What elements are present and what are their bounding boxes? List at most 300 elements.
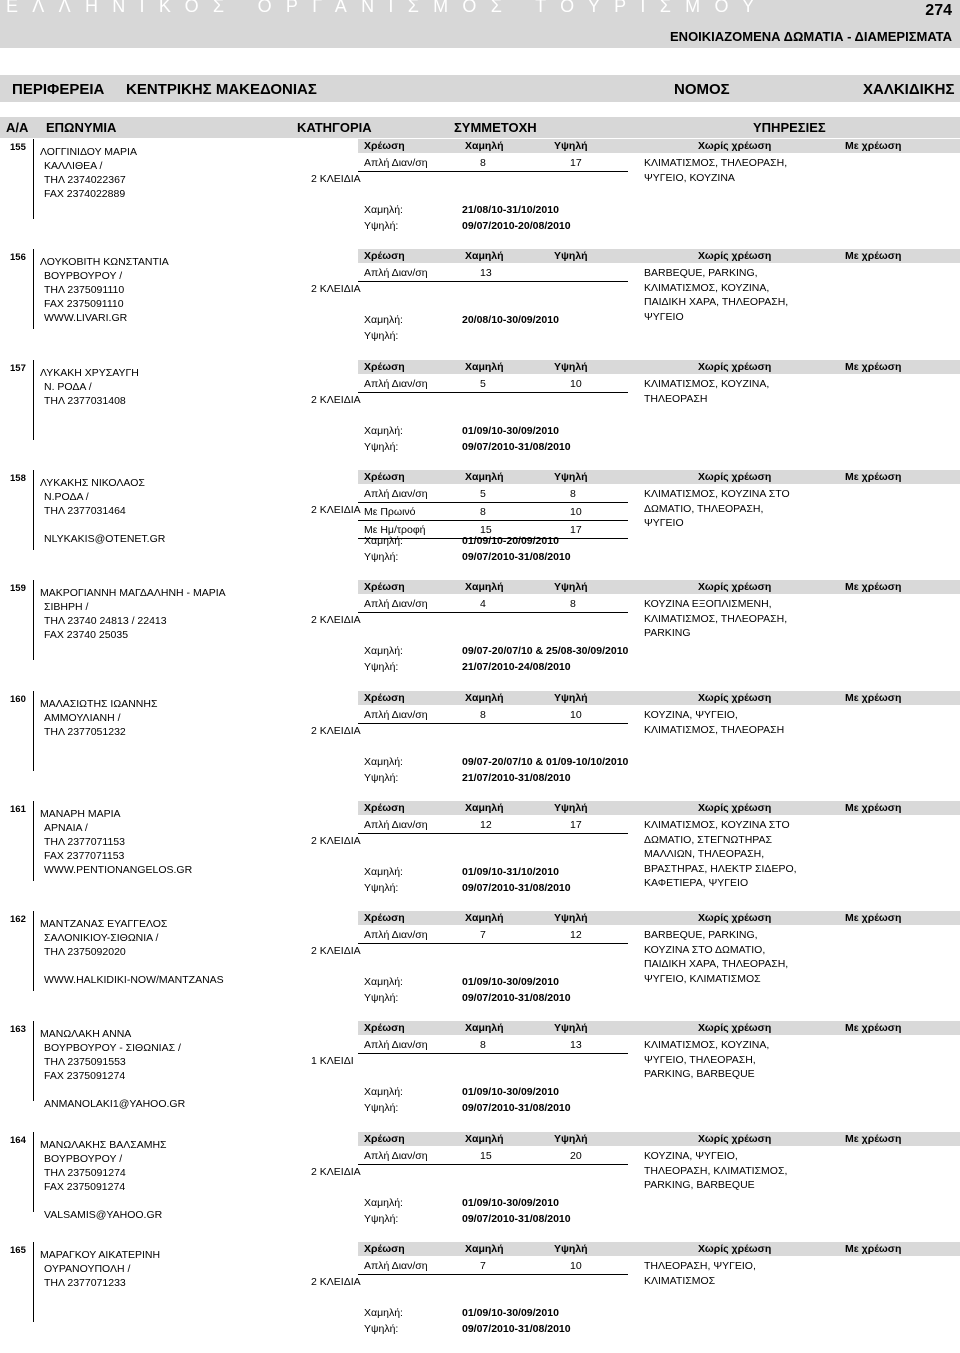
high-period-value: 09/07/2010-20/08/2010 [462,220,571,232]
services-list [644,928,788,986]
entry-category: 2 ΚΛΕΙΔΙΑ [311,283,361,295]
rate-type: Απλή Διαν/ση [364,378,428,390]
rate-underline [358,1053,628,1054]
entry-number: 157 [10,363,26,374]
rate-low: 5 [480,378,486,390]
column-participation: ΣΥΜΜΕΤΟΧΗ [454,120,537,135]
service-line: ΚΛΙΜΑΤΙΣΜΟΣ [644,1274,716,1287]
entry-line: ΤΗΛ 2377031464 [44,505,126,517]
rate-low: 7 [480,929,486,941]
service-line: ΨΥΓΕΙΟ [644,517,684,529]
region-bar [0,75,960,102]
entry-line: FAX 2374022889 [44,188,126,200]
entry-line: ΑΜΜΟΥΛΙΑΝΗ / [44,712,121,724]
low-period-label: Χαμηλή: [364,535,403,547]
charge-header: Χρέωση [364,802,405,814]
low-period-label: Χαμηλή: [364,1086,403,1098]
services-list [644,156,787,185]
entry-line: ΣΙΒΗΡΗ / [44,601,89,613]
entry-line: ΜΑΝΑΡΗ ΜΑΡΙΑ [40,808,121,820]
service-line: ΤΗΛΕΟΡΑΣΗ, ΚΛΙΜΑΤΙΣΜΟΣ, [644,1164,788,1177]
entry-number: 160 [10,694,26,705]
entry-line: ΜΑΚΡΟΓΙΑΝΝΗ ΜΑΓΔΑΛΗΝΗ - ΜΑΡΙΑ [40,587,226,599]
entry-line: ΜΑΝΩΛΑΚΗ ΑΝΝΑ [40,1028,132,1040]
services-list [644,1259,756,1288]
low-header: Χαμηλή [465,1133,504,1145]
participation-block [358,691,960,791]
entry-number: 155 [10,142,26,153]
participation-header [358,911,960,925]
entry-number: 162 [10,914,26,925]
entry-line: ΤΗΛ 2375092020 [44,946,126,958]
rate-low: 5 [480,488,486,500]
entry-number: 158 [10,473,26,484]
entry-divider [33,1132,34,1212]
entry-160 [0,691,960,791]
entry-number: 156 [10,252,26,263]
service-line: PARKING, BARBEQUE [644,1179,755,1191]
entry-divider [33,360,34,440]
high-period-label: Υψηλή: [364,1213,399,1225]
entry-line: WWW.LIVARI.GR [44,312,128,324]
column-services: ΥΠΗΡΕΣΙΕΣ [753,120,826,135]
entry-number: 163 [10,1024,26,1035]
no-charge-header: Χωρίς χρέωση [698,692,772,704]
service-line: ΚΛΙΜΑΤΙΣΜΟΣ, ΚΟΥΖΙΝΑ ΣΤΟ [644,819,790,831]
participation-block [358,911,960,1011]
entry-157 [0,360,960,460]
service-line: ΚΛΙΜΑΤΙΣΜΟΣ, ΚΟΥΖΙΝΑ, [644,1039,770,1051]
column-category: ΚΑΤΗΓΟΡΙΑ [297,120,372,135]
entry-number: 165 [10,1245,26,1256]
service-line: BARBEQUE, PARKING, [644,929,758,941]
high-period-label: Υψηλή: [364,330,399,342]
with-charge-header: Με χρέωση [845,140,902,152]
service-line: ΚΟΥΖΙΝΑ ΣΤΟ ΔΩΜΑΤΙΟ, [644,943,766,956]
entry-line: ΤΗΛ 2377051232 [44,726,126,738]
entry-category: 2 ΚΛΕΙΔΙΑ [311,1276,361,1288]
low-period-value: 09/07-20/07/10 & 01/09-10/10/2010 [462,756,629,768]
rate-type: Με Πρωινό [364,506,416,518]
services-list [644,818,797,891]
participation-header [358,139,960,153]
service-line: BARBEQUE, PARKING, [644,267,758,279]
column-aa: Α/Α [6,120,29,135]
rate-underline [358,281,628,282]
service-line: ΚΑΦΕΤΙΕΡΑ, ΨΥΓΕΙΟ [644,877,749,889]
participation-block [358,139,960,239]
entry-159 [0,580,960,680]
rate-high: 10 [570,1260,582,1272]
high-period-label: Υψηλή: [364,661,399,673]
rate-type: Απλή Διαν/ση [364,1039,428,1051]
rate-low: 8 [480,157,486,169]
entry-158 [0,470,960,570]
rate-high: 8 [570,488,576,500]
no-charge-header: Χωρίς χρέωση [698,471,772,483]
entry-line: ΛΥΚΑΚΗΣ ΝΙΚΟΛΑΟΣ [40,477,145,489]
low-header: Χαμηλή [465,802,504,814]
rate-high: 13 [570,1039,582,1051]
service-line: ΜΑΛΛΙΩΝ, ΤΗΛΕΟΡΑΣΗ, [644,848,765,860]
no-charge-header: Χωρίς χρέωση [698,802,772,814]
participation-block [358,580,960,680]
rate-type: Απλή Διαν/ση [364,929,428,941]
rate-type: Με Ημ/τροφή [364,524,426,536]
entry-line: ΜΑΝΩΛΑΚΗΣ ΒΑΛΣΑΜΗΣ [40,1139,167,1151]
low-period-value: 01/09/10-30/09/2010 [462,425,559,437]
charge-header: Χρέωση [364,1022,405,1034]
section-title: ΕΝΟΙΚΙΑΖΟΜΕΝΑ ΔΩΜΑΤΙΑ - ΔΙΑΜΕΡΙΣΜΑΤΑ [670,29,952,44]
high-header: Υψηλή [554,912,588,924]
service-line: ΤΗΛΕΟΡΑΣΗ, ΨΥΓΕΙΟ, [644,1260,756,1272]
entry-line: ΟΥΡΑΝΟΥΠΟΛΗ / [44,1263,131,1275]
low-period-value: 01/09/10-30/09/2010 [462,1307,559,1319]
no-charge-header: Χωρίς χρέωση [698,912,772,924]
entry-line: ΜΑΝΤΖΑΝΑΣ ΕΥΑΓΓΕΛΟΣ [40,918,168,930]
high-period-label: Υψηλή: [364,1102,399,1114]
service-line: ΤΗΛΕΟΡΑΣΗ [644,392,708,405]
entry-161 [0,801,960,901]
services-list [644,597,787,641]
entry-divider [33,139,34,219]
rate-high: 20 [570,1150,582,1162]
high-header: Υψηλή [554,692,588,704]
services-list [644,1149,787,1193]
entry-divider [33,911,34,991]
entry-line: Ν. ΡΟΔΑ / [44,381,92,393]
column-name: ΕΠΩΝΥΜΙΑ [46,120,117,135]
low-period-value: 01/09/10-30/09/2010 [462,1086,559,1098]
entry-divider [33,249,34,329]
high-period-label: Υψηλή: [364,1323,399,1335]
service-line: ΨΥΓΕΙΟ, ΤΗΛΕΟΡΑΣΗ, [644,1053,756,1066]
service-line: ΚΛΙΜΑΤΙΣΜΟΣ, ΚΟΥΖΙΝΑ, [644,281,770,294]
rate-underline [358,520,628,521]
rate-high: 10 [570,709,582,721]
page-header [0,0,960,48]
high-header: Υψηλή [554,140,588,152]
entry-category: 2 ΚΛΕΙΔΙΑ [311,173,361,185]
rate-type: Απλή Διαν/ση [364,488,428,500]
participation-block [358,801,960,901]
charge-header: Χρέωση [364,912,405,924]
participation-block [358,470,960,570]
rate-underline [358,833,628,834]
rate-type: Απλή Διαν/ση [364,157,428,169]
entry-164 [0,1132,960,1232]
nomos-label: ΝΟΜΟΣ [674,81,730,98]
rate-underline [358,723,628,724]
entry-line: ΚΑΛΛΙΘΕΑ / [44,160,103,172]
entry-number: 161 [10,804,26,815]
rate-underline [358,171,628,172]
rate-low: 8 [480,709,486,721]
with-charge-header: Με χρέωση [845,692,902,704]
high-period-label: Υψηλή: [364,551,399,563]
services-list [644,377,769,406]
entry-category: 2 ΚΛΕΙΔΙΑ [311,504,361,516]
high-header: Υψηλή [554,1022,588,1034]
entry-line: ΣΑΛΟΝΙΚΙΟΥ-ΣΙΘΩΝΙΑ / [44,932,159,944]
high-period-value: 21/07/2010-24/08/2010 [462,661,571,673]
service-line: ΚΟΥΖΙΝΑ, ΨΥΓΕΙΟ, [644,1150,738,1162]
no-charge-header: Χωρίς χρέωση [698,1133,772,1145]
participation-header [358,1132,960,1146]
entry-line: ΒΟΥΡΒΟΥΡΟΥ - ΣΙΘΩΝΙΑΣ / [44,1042,181,1054]
participation-header [358,580,960,594]
rate-type: Απλή Διαν/ση [364,598,428,610]
with-charge-header: Με χρέωση [845,912,902,924]
no-charge-header: Χωρίς χρέωση [698,140,772,152]
rate-high: 17 [570,819,582,831]
no-charge-header: Χωρίς χρέωση [698,581,772,593]
service-line: PARKING [644,627,691,639]
entry-line: Ν.ΡΟΔΑ / [44,491,89,503]
entry-162 [0,911,960,1011]
high-header: Υψηλή [554,802,588,814]
rate-high: 10 [570,378,582,390]
periferia-value: ΚΕΝΤΡΙΚΗΣ ΜΑΚΕΔΟΝΙΑΣ [126,81,317,98]
service-line: ΚΟΥΖΙΝΑ ΕΞΟΠΛΙΣΜΕΝΗ, [644,598,772,610]
participation-header [358,691,960,705]
low-period-label: Χαμηλή: [364,645,403,657]
rate-underline [358,392,628,393]
entry-line: FAX 2375091274 [44,1181,126,1193]
low-period-value: 21/08/10-31/10/2010 [462,204,559,216]
high-period-value: 09/07/2010-31/08/2010 [462,1213,571,1225]
service-line: ΚΛΙΜΑΤΙΣΜΟΣ, ΤΗΛΕΟΡΑΣΗ, [644,612,788,625]
charge-header: Χρέωση [364,361,405,373]
rate-high: 8 [570,598,576,610]
high-period-value: 09/07/2010-31/08/2010 [462,882,571,894]
with-charge-header: Με χρέωση [845,581,902,593]
entry-line: WWW.PENTIONANGELOS.GR [44,864,193,876]
rate-high: 17 [570,524,582,536]
entry-category: 2 ΚΛΕΙΔΙΑ [311,614,361,626]
page-number: 274 [925,2,952,19]
high-header: Υψηλή [554,1133,588,1145]
with-charge-header: Με χρέωση [845,471,902,483]
low-period-label: Χαμηλή: [364,1197,403,1209]
high-header: Υψηλή [554,581,588,593]
participation-block [358,249,960,349]
entry-line: ΜΑΡΑΓΚΟΥ ΑΙΚΑΤΕΡΙΝΗ [40,1249,161,1261]
rate-low: 13 [480,267,492,279]
entry-line: FAX 23740 25035 [44,629,129,641]
service-line: ΨΥΓΕΙΟ, ΚΛΙΜΑΤΙΣΜΟΣ [644,972,761,985]
participation-block [358,360,960,460]
low-period-label: Χαμηλή: [364,976,403,988]
low-period-value: 01/09/10-30/09/2010 [462,1197,559,1209]
rate-low: 8 [480,1039,486,1051]
entry-line: ΤΗΛ 2374022367 [44,174,126,186]
service-line: ΚΟΥΖΙΝΑ, ΨΥΓΕΙΟ, [644,709,738,721]
service-line: PARKING, BARBEQUE [644,1068,755,1080]
entry-156 [0,249,960,349]
entry-line: ΤΗΛ 23740 24813 / 22413 [44,615,167,627]
high-period-value: 21/07/2010-31/08/2010 [462,772,571,784]
charge-header: Χρέωση [364,692,405,704]
services-list [644,1038,769,1082]
charge-header: Χρέωση [364,581,405,593]
entry-divider [33,1242,34,1322]
service-line: ΔΩΜΑΤΙΟ, ΣΤΕΓΝΩΤΗΡΑΣ [644,833,773,846]
low-period-label: Χαμηλή: [364,204,403,216]
low-header: Χαμηλή [465,250,504,262]
with-charge-header: Με χρέωση [845,361,902,373]
no-charge-header: Χωρίς χρέωση [698,1243,772,1255]
services-list [644,487,790,531]
entry-line: ΑΡΝΑΙΑ / [44,822,88,834]
low-header: Χαμηλή [465,692,504,704]
low-period-value: 20/08/10-30/09/2010 [462,314,559,326]
entry-line: WWW.HALKIDIKI-NOW/MANTZANAS [44,974,224,986]
low-header: Χαμηλή [465,361,504,373]
service-line: ΚΛΙΜΑΤΙΣΜΟΣ, ΚΟΥΖΙΝΑ ΣΤΟ [644,488,790,500]
entry-category: 2 ΚΛΕΙΔΙΑ [311,725,361,737]
service-line: ΔΩΜΑΤΙΟ, ΤΗΛΕΟΡΑΣΗ, [644,502,764,515]
service-line: ΠΑΙΔΙΚΗ ΧΑΡΑ, ΤΗΛΕΟΡΑΣΗ, [644,958,789,970]
service-line: ΚΛΙΜΑΤΙΣΜΟΣ, ΚΟΥΖΙΝΑ, [644,378,770,390]
participation-header [358,360,960,374]
low-period-value: 01/09/10-31/10/2010 [462,866,559,878]
rate-low: 7 [480,1260,486,1272]
low-period-label: Χαμηλή: [364,756,403,768]
charge-header: Χρέωση [364,1133,405,1145]
with-charge-header: Με χρέωση [845,1133,902,1145]
low-header: Χαμηλή [465,581,504,593]
rate-low: 15 [480,1150,492,1162]
periferia-label: ΠΕΡΙΦΕΡΕΙΑ [12,81,105,98]
entry-line: ΒΟΥΡΒΟΥΡΟΥ / [44,1153,123,1165]
rate-high: 17 [570,157,582,169]
entry-line: ΒΟΥΡΒΟΥΡΟΥ / [44,270,123,282]
participation-header [358,249,960,263]
entry-line: ΛΥΚΑΚΗ ΧΡΥΣΑΥΓΗ [40,367,139,379]
participation-block [358,1021,960,1121]
entry-165 [0,1242,960,1342]
with-charge-header: Με χρέωση [845,1243,902,1255]
entry-line: NLYKAKIS@OTENET.GR [44,533,166,545]
entry-155 [0,139,960,239]
no-charge-header: Χωρίς χρέωση [698,1022,772,1034]
service-line: ΨΥΓΕΙΟ [644,310,684,323]
with-charge-header: Με χρέωση [845,802,902,814]
with-charge-header: Με χρέωση [845,250,902,262]
entry-line: ΤΗΛ 2375091553 [44,1056,126,1068]
entry-line: ΤΗΛ 2377071153 [44,836,125,848]
rate-type: Απλή Διαν/ση [364,1260,428,1272]
rate-low: 8 [480,506,486,518]
high-period-value: 09/07/2010-31/08/2010 [462,441,571,453]
low-header: Χαμηλή [465,471,504,483]
low-header: Χαμηλή [465,1243,504,1255]
service-line: ΚΛΙΜΑΤΙΣΜΟΣ, ΤΗΛΕΟΡΑΣΗ, [644,157,788,169]
entry-category: 1 ΚΛΕΙΔΙ [311,1055,354,1067]
entry-line: ΜΑΛΑΣΙΩΤΗΣ ΙΩΑΝΝΗΣ [40,698,158,710]
service-line: ΠΑΙΔΙΚΗ ΧΑΡΑ, ΤΗΛΕΟΡΑΣΗ, [644,296,789,308]
high-period-label: Υψηλή: [364,220,399,232]
high-period-label: Υψηλή: [364,882,399,894]
participation-block [358,1242,960,1342]
entry-line: FAX 2375091274 [44,1070,126,1082]
high-period-label: Υψηλή: [364,441,399,453]
rate-low: 12 [480,819,492,831]
rate-underline [358,502,628,503]
service-line: ΨΥΓΕΙΟ, ΚΟΥΖΙΝΑ [644,171,735,184]
entry-category: 2 ΚΛΕΙΔΙΑ [311,1166,361,1178]
low-period-label: Χαμηλή: [364,866,403,878]
entry-line: ΤΗΛ 2377071233 [44,1277,126,1289]
low-period-value: 09/07-20/07/10 & 25/08-30/09/2010 [462,645,629,657]
entry-line: ΛΟΥΚΟΒΙΤΗ ΚΩΝΣΤΑΝΤΙΑ [40,256,169,268]
high-period-label: Υψηλή: [364,772,399,784]
charge-header: Χρέωση [364,140,405,152]
high-header: Υψηλή [554,1243,588,1255]
low-period-value: 01/09/10-30/09/2010 [462,976,559,988]
entry-line: VALSAMIS@YAHOO.GR [44,1209,163,1221]
entry-divider [33,691,34,771]
entry-category: 2 ΚΛΕΙΔΙΑ [311,835,361,847]
rate-underline [358,943,628,944]
rate-high: 10 [570,506,582,518]
entry-number: 159 [10,583,26,594]
rate-low: 4 [480,598,486,610]
services-list [644,708,784,737]
high-period-value: 09/07/2010-31/08/2010 [462,992,571,1004]
low-header: Χαμηλή [465,912,504,924]
charge-header: Χρέωση [364,471,405,483]
entry-number: 164 [10,1135,26,1146]
services-list [644,266,788,324]
low-period-value: 01/09/10-20/09/2010 [462,535,559,547]
entry-line: ΤΗΛ 2375091110 [44,284,125,296]
service-line: ΒΡΑΣΤΗΡΑΣ, ΗΛΕΚΤΡ ΣΙΔΕΡΟ, [644,862,797,875]
low-period-label: Χαμηλή: [364,314,403,326]
participation-block [358,1132,960,1232]
no-charge-header: Χωρίς χρέωση [698,361,772,373]
low-header: Χαμηλή [465,140,504,152]
nomos-value: ΧΑΛΚΙΔΙΚΗΣ [863,81,955,98]
rate-type: Απλή Διαν/ση [364,819,428,831]
no-charge-header: Χωρίς χρέωση [698,250,772,262]
entry-163 [0,1021,960,1121]
low-period-label: Χαμηλή: [364,425,403,437]
high-period-label: Υψηλή: [364,992,399,1004]
participation-header [358,1021,960,1035]
organization-title: ΕΛΛΗΝΙΚΟΣ ΟΡΓΑΝΙΣΜΟΣ ΤΟΥΡΙΣΜΟΥ [6,0,769,16]
entry-divider [33,580,34,660]
rate-underline [358,1274,628,1275]
column-headers [0,117,960,138]
entry-divider [33,801,34,881]
high-header: Υψηλή [554,471,588,483]
high-period-value: 09/07/2010-31/08/2010 [462,1102,571,1114]
low-period-label: Χαμηλή: [364,1307,403,1319]
entry-line: FAX 2375091110 [44,298,124,310]
entry-line: ΛΟΓΓΙΝΙΔΟΥ ΜΑΡΙΑ [40,146,137,158]
with-charge-header: Με χρέωση [845,1022,902,1034]
entry-divider [33,470,34,550]
rate-type: Απλή Διαν/ση [364,1150,428,1162]
entry-divider [33,1021,34,1101]
low-header: Χαμηλή [465,1022,504,1034]
high-header: Υψηλή [554,361,588,373]
entry-category: 2 ΚΛΕΙΔΙΑ [311,945,361,957]
charge-header: Χρέωση [364,250,405,262]
charge-header: Χρέωση [364,1243,405,1255]
